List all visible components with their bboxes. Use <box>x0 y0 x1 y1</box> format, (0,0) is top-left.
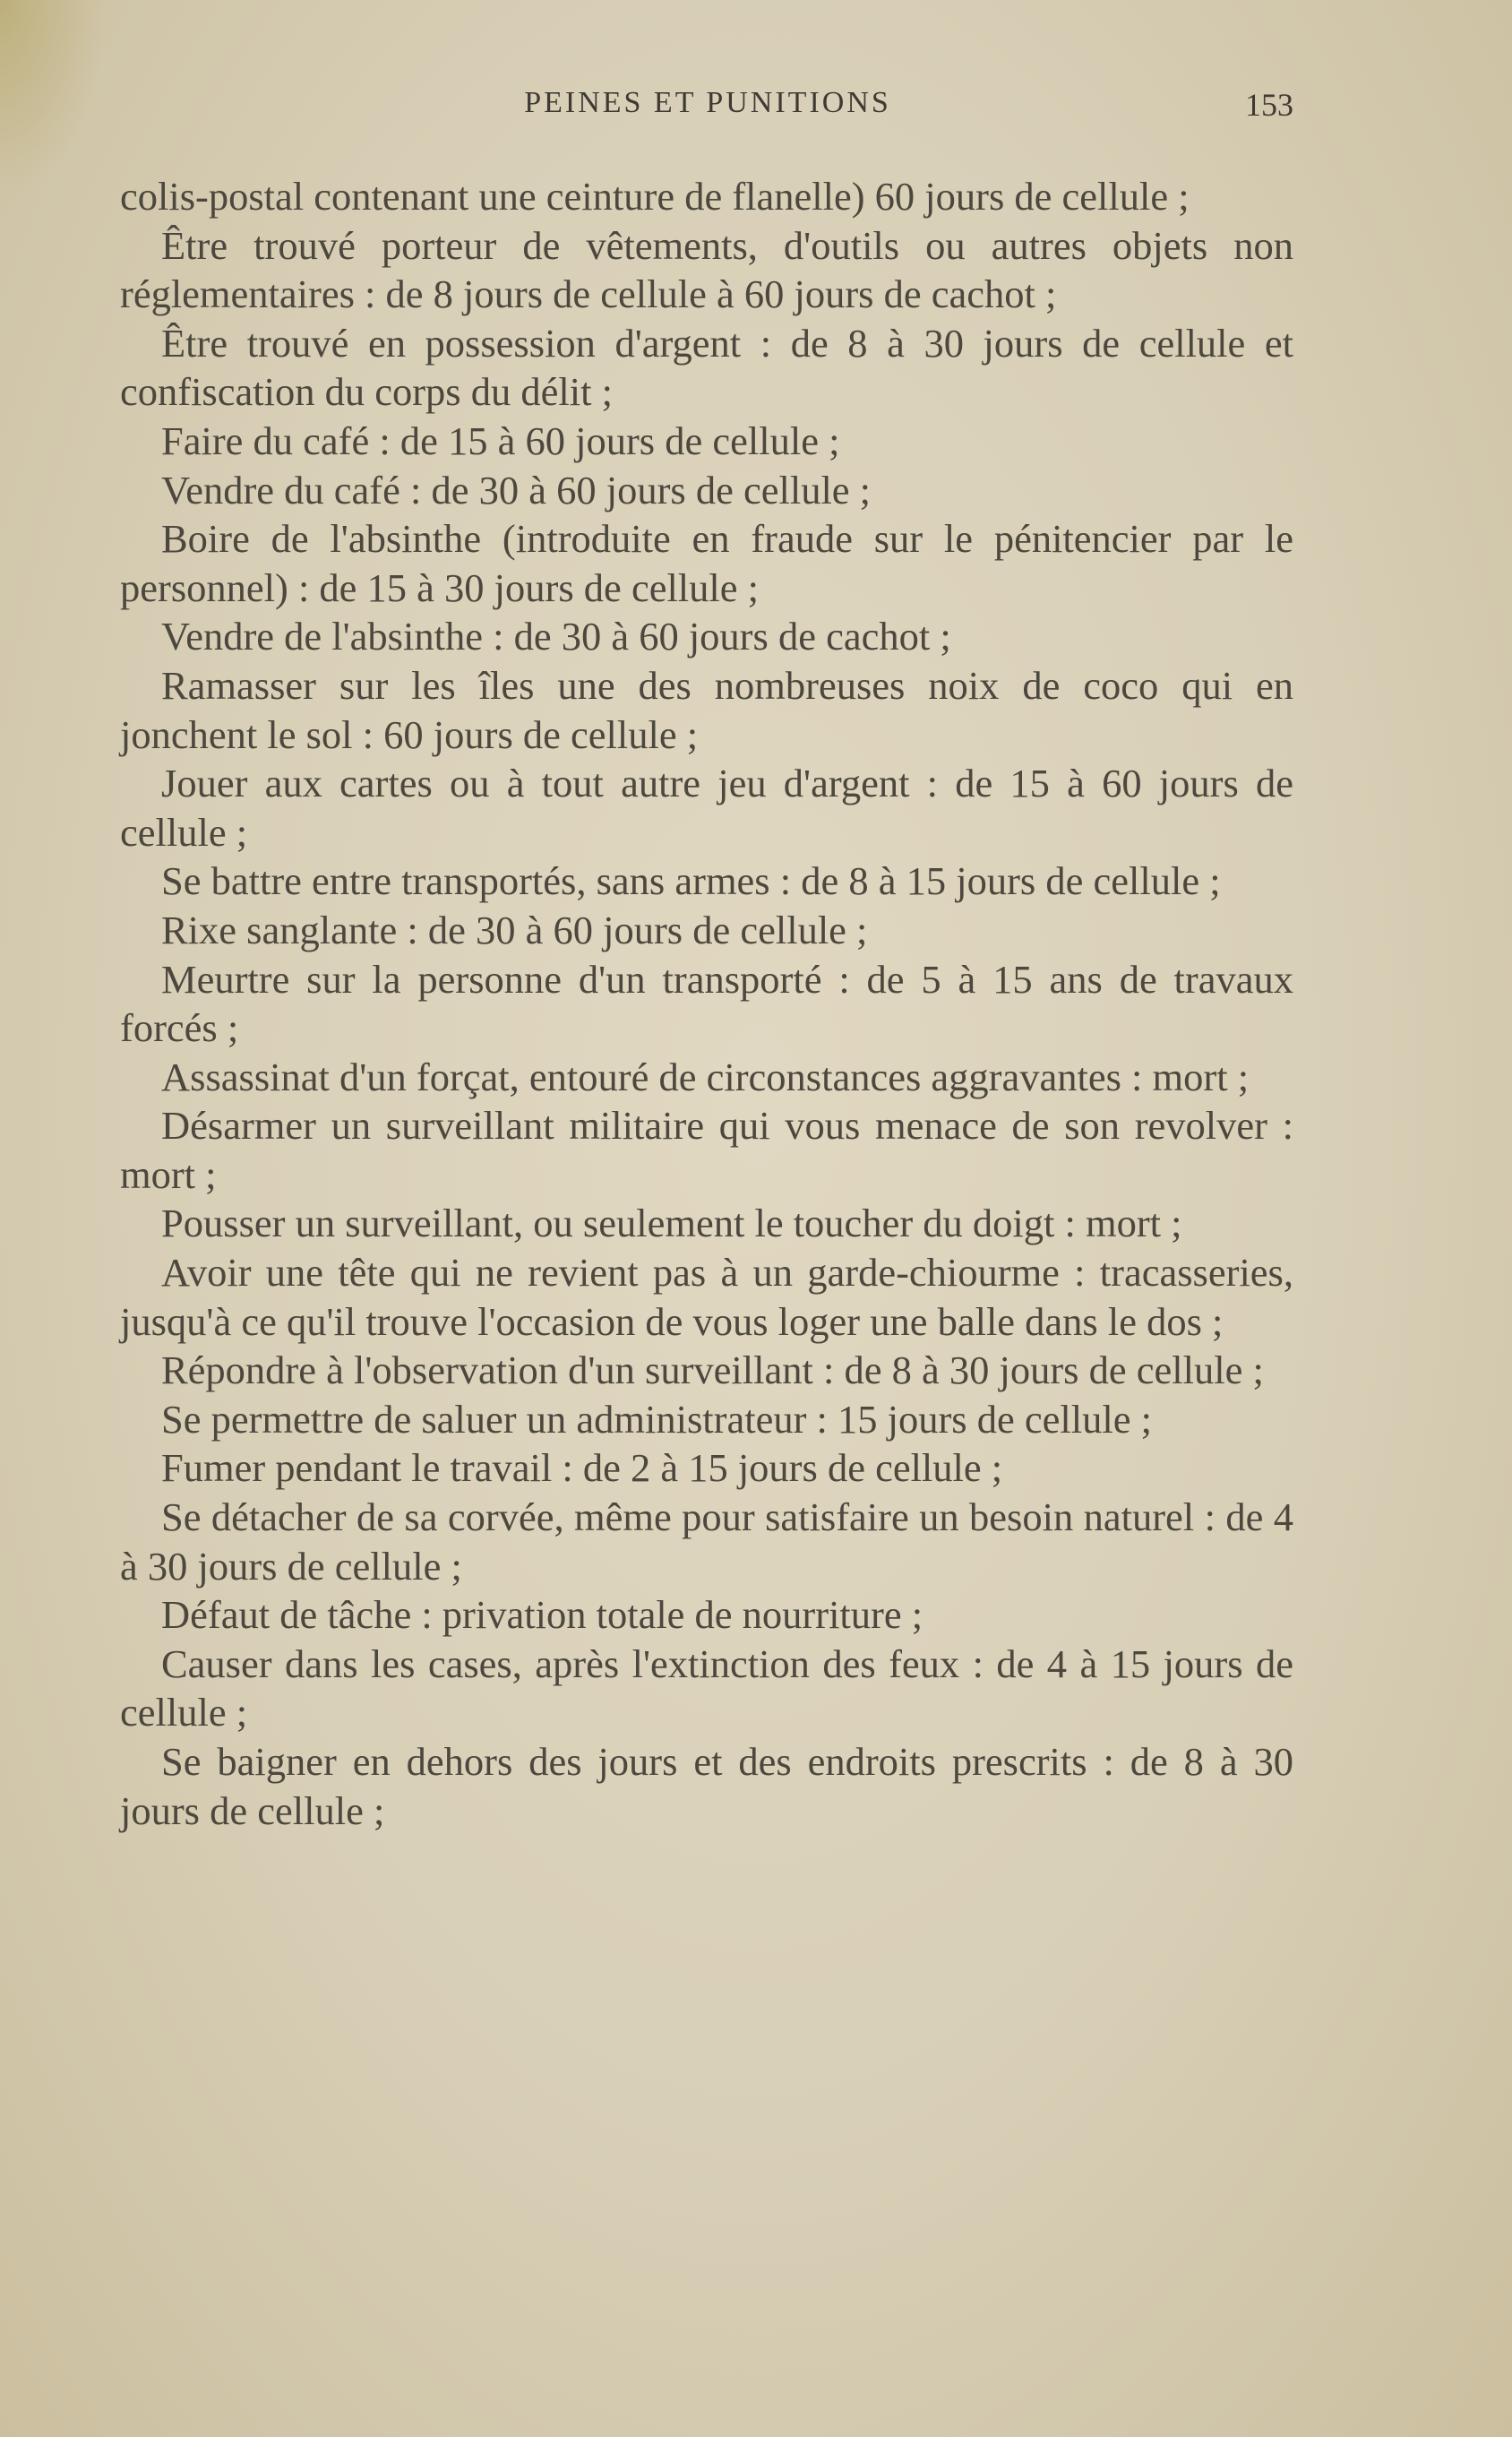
paragraph: Rixe sanglante : de 30 à 60 jours de cellule ; <box>161 907 868 952</box>
paragraph: Être trouvé en possession d'argent : de 8 à 30 jours de cellule et confiscation du corps du délit ; <box>120 320 1293 415</box>
paragraph: Défaut de tâche : privation totale de nourriture ; <box>161 1592 924 1638</box>
body-text <box>120 172 1293 1835</box>
page-number: 153 <box>1245 87 1293 123</box>
paragraph: Fumer pendant le travail : de 2 à 15 jours de cellule ; <box>161 1445 1003 1491</box>
paragraph: Se permettre de saluer un administrateur : 15 jours de cellule ; <box>161 1396 1152 1442</box>
paragraph: colis-postal contenant une ceinture de flanelle) 60 jours de cellule ; <box>120 174 1190 219</box>
paragraph: Être trouvé porteur de vêtements, d'outils ou autres objets non réglementaires : de 8 jours de cellule à 60 jours de cachot ; <box>120 222 1293 317</box>
paragraph: Vendre du café : de 30 à 60 jours de cellule ; <box>161 467 872 512</box>
paragraph: Avoir une tête qui ne revient pas à un garde-chiourme : tracasseries, jusqu'à ce qu'il trouve l'occasion de vous loger une balle dans le dos ; <box>120 1250 1293 1344</box>
paragraph: Faire du café : de 15 à 60 jours de cellule ; <box>161 418 840 463</box>
paragraph: Jouer aux cartes ou à tout autre jeu d'argent : de 15 à 60 jours de cellule ; <box>120 761 1293 855</box>
paragraph: Répondre à l'observation d'un surveillant : de 8 à 30 jours de cellule ; <box>161 1348 1264 1393</box>
paragraph: Pousser un surveillant, ou seulement le toucher du doigt : mort ; <box>161 1201 1182 1246</box>
paragraph: Boire de l'absinthe (introduite en fraude sur le pénitencier par le personnel) : de 15 à 30 jours de cellule ; <box>120 516 1293 610</box>
running-header <box>0 86 1512 131</box>
paragraph: Vendre de l'absinthe : de 30 à 60 jours de cachot ; <box>161 614 951 659</box>
paragraph: Se baigner en dehors des jours et des endroits prescrits : de 8 à 30 jours de cellule ; <box>120 1739 1293 1833</box>
paragraph: Se détacher de sa corvée, même pour satisfaire un besoin naturel : de 4 à 30 jours de cellule ; <box>120 1494 1293 1589</box>
paragraph: Ramasser sur les îles une des nombreuses noix de coco qui en jonchent le sol : 60 jours de cellule ; <box>120 662 1293 757</box>
paragraph: Causer dans les cases, après l'extinction des feux : de 4 à 15 jours de cellule ; <box>120 1640 1293 1735</box>
paragraph: Assassinat d'un forçat, entouré de circonstances aggravantes : mort ; <box>161 1054 1250 1099</box>
paragraph: Meurtre sur la personne d'un transporté : de 5 à 15 ans de travaux forcés ; <box>120 956 1293 1051</box>
paragraph: Désarmer un surveillant militaire qui vous menace de son revolver : mort ; <box>120 1103 1293 1197</box>
paragraph: Se battre entre transportés, sans armes : de 8 à 15 jours de cellule ; <box>161 858 1221 904</box>
running-title: PEINES ET PUNITIONS <box>524 86 891 119</box>
